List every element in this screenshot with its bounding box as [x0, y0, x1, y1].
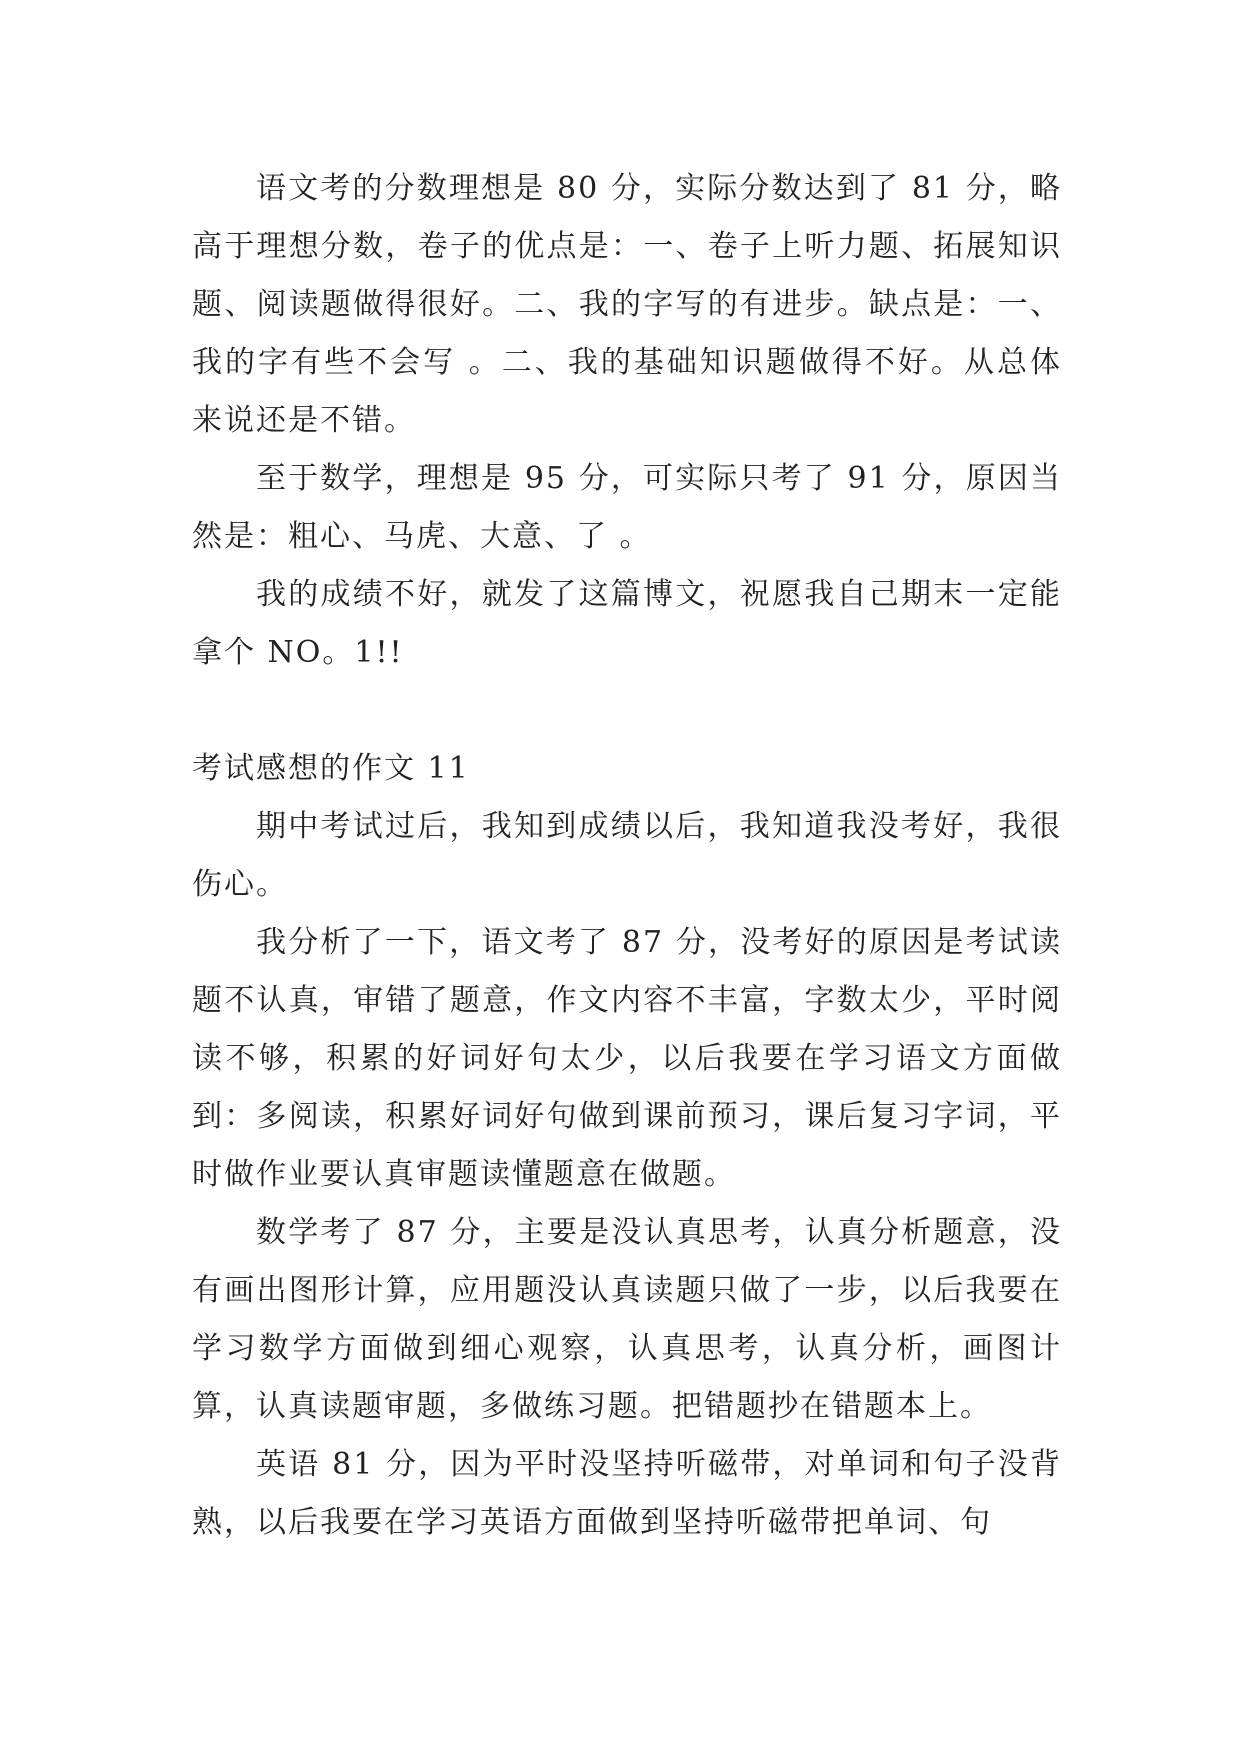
paragraph: 我分析了一下，语文考了 87 分，没考好的原因是考试读题不认真，审错了题意，作文内容不丰富，字数太少，平时阅读不够，积累的好词好句太少，以后我要在学习语文方面做到：多阅读，积累好词好句做到课前预习，课后复习字词，平时做作业要认真审题读懂题意在做题。: [192, 925, 1062, 1192]
paragraph: 数学考了 87 分，主要是没认真思考，认真分析题意，没有画出图形计算，应用题没认真读题只做了一步，以后我要在学习数学方面做到细心观察，认真思考，认真分析，画图计算，认真读题审题，多做练习题。把错题抄在错题本上。: [192, 1215, 1062, 1424]
paragraph: 语文考的分数理想是 80 分，实际分数达到了 81 分，略高于理想分数，卷子的优点是：一、卷子上听力题、拓展知识题、阅读题做得很好。二、我的字写的有进步。缺点是：一、我的字有些不会写 。二、我的基础知识题做得不好。从总体来说还是不错。: [192, 171, 1062, 438]
paragraph: 至于数学，理想是 95 分，可实际只考了 91 分，原因当然是：粗心、马虎、大意、了 。: [192, 461, 1062, 554]
paragraph: 英语 81 分，因为平时没坚持听磁带，对单词和句子没背熟，以后我要在学习英语方面做到坚持听磁带把单词、句: [192, 1447, 1062, 1540]
document-page: [192, 160, 1062, 1552]
paragraph: 期中考试过后，我知到成绩以后，我知道我没考好，我很伤心。: [192, 809, 1062, 902]
section-heading: 考试感想的作文 11: [192, 751, 470, 786]
paragraph: 我的成绩不好，就发了这篇博文，祝愿我自己期末一定能拿个 NO。1!!: [192, 577, 1062, 670]
